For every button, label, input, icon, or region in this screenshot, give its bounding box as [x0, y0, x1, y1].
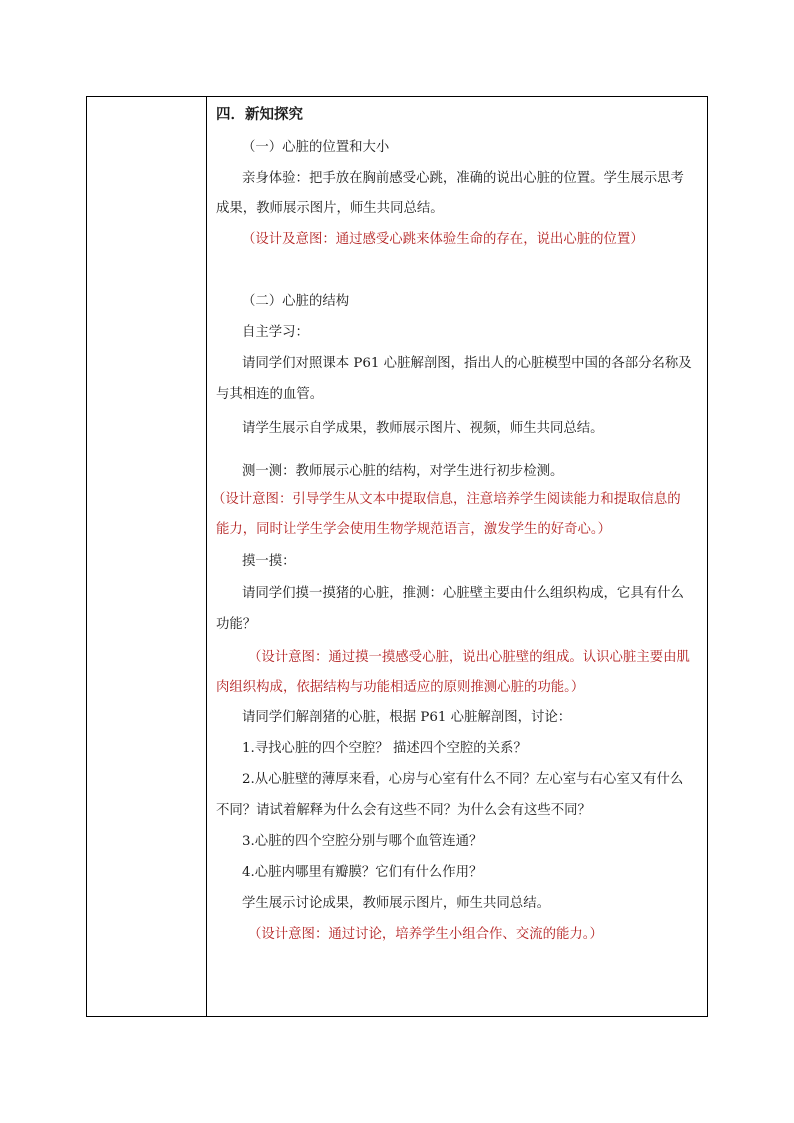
subheading-structure: （二）心脏的结构 [242, 294, 350, 309]
paragraph-line: 请同学们摸一摸猪的心脏，推测：心脏壁主要由什么组织构成，它具有什么 [242, 586, 684, 601]
question-item: 1.寻找心脏的四个空腔？ 描述四个空腔的关系？ [242, 741, 527, 756]
paragraph-line: 请学生展示自学成果，教师展示图片、视频，师生共同总结。 [242, 421, 604, 436]
question-item: 不同？请试着解释为什么会有这些不同？为什么会有这些不同？ [216, 803, 591, 818]
section-heading: 四．新知探究 [216, 106, 303, 123]
design-note: 能力，同时让学生学会使用生物学规范语言，激发学生的好奇心。） [216, 522, 612, 537]
lesson-plan-table [86, 96, 708, 1017]
paragraph-line: 与其相连的血管。 [216, 387, 324, 402]
question-item: 2.从心脏壁的薄厚来看，心房与心室有什么不同？左心室与右心室又有什么 [242, 772, 684, 787]
paragraph-line: 摸一摸： [242, 554, 296, 569]
design-note: （设计意图：通过讨论，培养学生小组合作、交流的能力。） [248, 927, 603, 942]
question-item: 3.心脏的四个空腔分别与哪个血管连通？ [242, 834, 483, 849]
paragraph-line: 学生展示讨论成果，教师展示图片，师生共同总结。 [242, 896, 550, 911]
paragraph-line: 请同学们解剖猪的心脏，根据 P61 心脏解剖图，讨论： [242, 710, 572, 725]
content-cell [208, 97, 707, 1016]
left-column-cell [87, 97, 207, 1016]
design-note: （设计意图：通过摸一摸感受心脏，说出心脏壁的组成。认识心脏主要由肌 [248, 650, 690, 665]
paragraph-line: 请同学们对照课本 P61 心脏解剖图，指出人的心脏模型中国的各部分名称及 [242, 356, 692, 371]
paragraph-line: 自主学习： [242, 325, 309, 340]
question-item: 4.心脏内哪里有瓣膜？它们有什么作用？ [242, 865, 483, 880]
design-note: 肉组织构成，依据结构与功能相适应的原则推测心脏的功能。） [216, 680, 585, 695]
paragraph-line: 亲身体验：把手放在胸前感受心跳，准确的说出心脏的位置。学生展示思考 [242, 171, 684, 186]
design-note: （设计意图：引导学生从文本中提取信息，注意培养学生阅读能力和提取信息的 [212, 492, 681, 507]
paragraph-line: 成果，教师展示图片，师生共同总结。 [216, 201, 444, 216]
design-note: （设计及意图：通过感受心跳来体验生命的存在，说出心脏的位置） [242, 232, 644, 247]
subheading-position: （一）心脏的位置和大小 [242, 140, 390, 155]
paragraph-line: 测一测：教师展示心脏的结构，对学生进行初步检测。 [242, 464, 564, 479]
paragraph-line: 功能？ [216, 617, 257, 632]
